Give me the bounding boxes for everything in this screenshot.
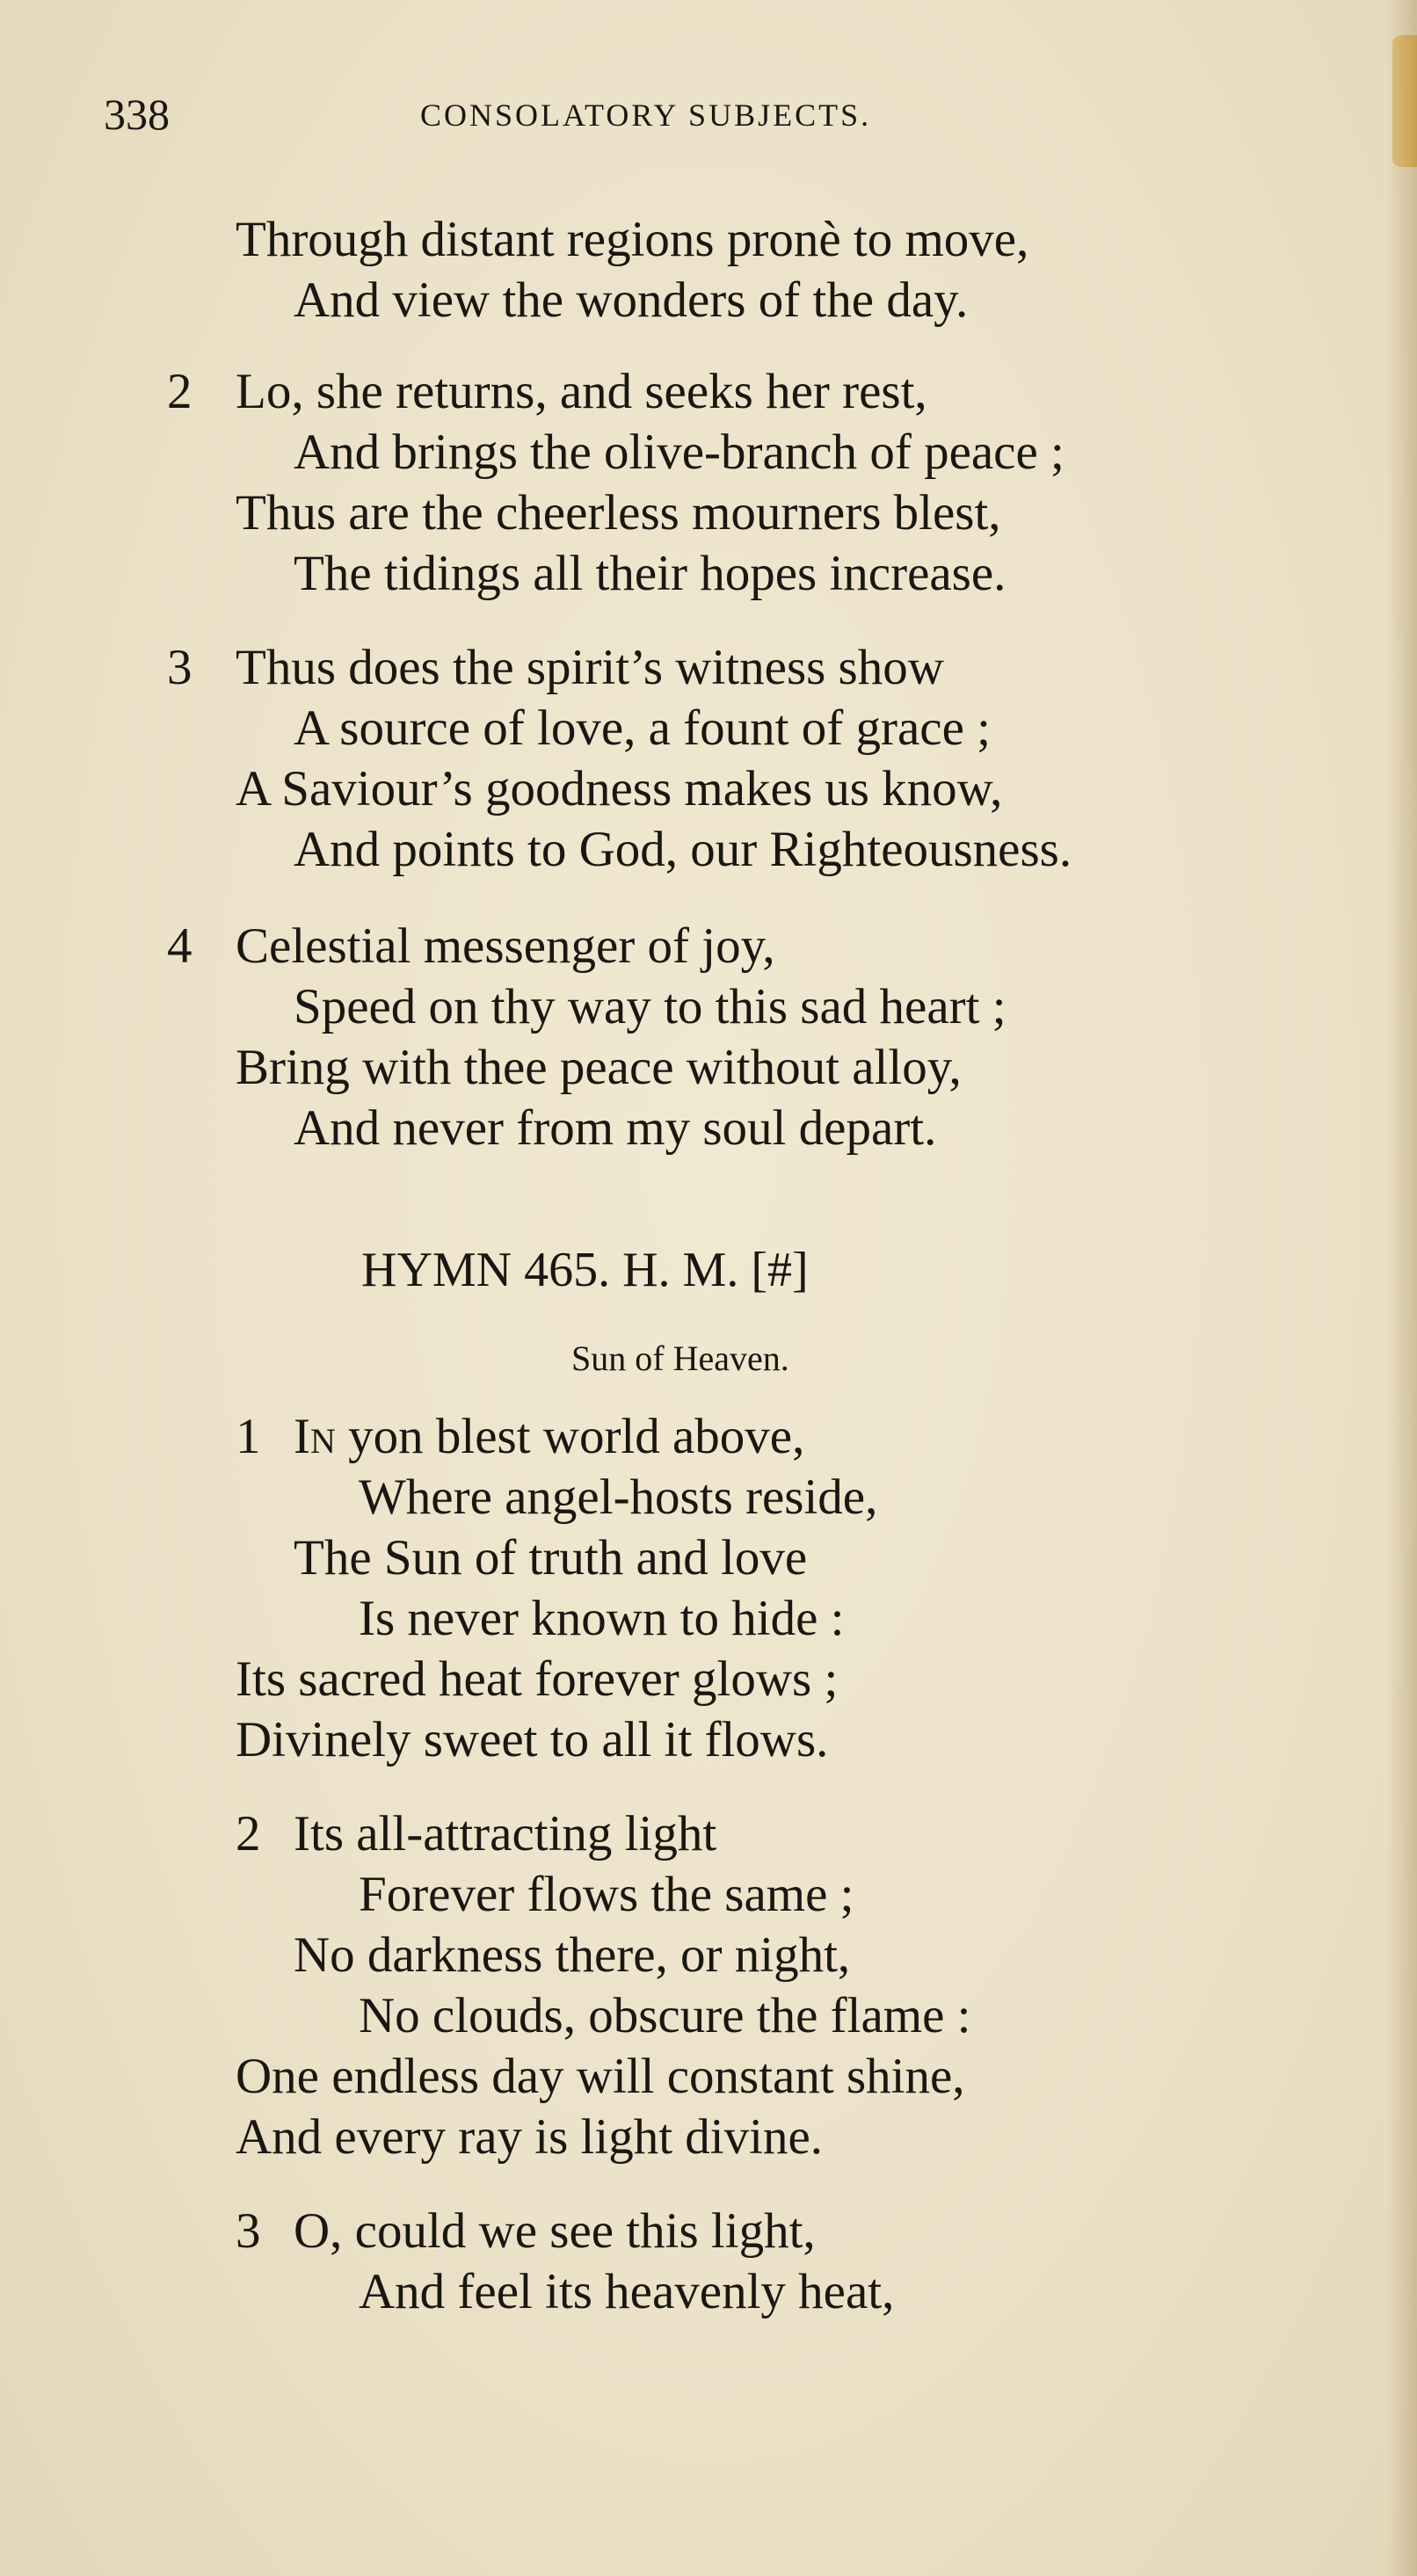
stanza-number: 2 bbox=[236, 1806, 261, 1861]
verse-line: Through distant regions pronè to move, bbox=[236, 212, 1029, 267]
verse-line: No clouds, obscure the flame : bbox=[359, 1988, 971, 2043]
verse-line: Divinely sweet to all it flows. bbox=[236, 1712, 829, 1767]
verse-line: Its sacred heat forever glows ; bbox=[236, 1651, 839, 1707]
hymn-title: HYMN 465. H. M. [#] bbox=[361, 1243, 809, 1297]
page-number: 338 bbox=[104, 90, 170, 139]
stanza-number: 1 bbox=[236, 1409, 261, 1464]
page-edge-shadow bbox=[1387, 0, 1417, 2576]
verse-line: A Saviour’s goodness makes us know, bbox=[236, 761, 1003, 816]
verse-line: The tidings all their hopes increase. bbox=[294, 546, 1006, 601]
running-head: CONSOLATORY SUBJECTS. bbox=[420, 98, 872, 133]
verse-line-first bbox=[294, 1406, 804, 1468]
hymn-subtitle: Sun of Heaven. bbox=[571, 1339, 789, 1378]
verse-line: Thus are the cheerless mourners blest, bbox=[236, 485, 1001, 541]
verse-line: No darkness there, or night, bbox=[294, 1927, 851, 1983]
first-line-rest: yon blest world above, bbox=[335, 1409, 805, 1464]
stanza-number: 2 bbox=[167, 364, 193, 419]
verse-line: Forever flows the same ; bbox=[359, 1867, 854, 1922]
verse-line: Is never known to hide : bbox=[359, 1591, 845, 1646]
verse-line: The Sun of truth and love bbox=[294, 1530, 808, 1586]
verse-line: One endless day will constant shine, bbox=[236, 2049, 965, 2104]
verse-line: And feel its heavenly heat, bbox=[359, 2264, 895, 2319]
verse-line: O, could we see this light, bbox=[294, 2203, 816, 2259]
stanza-number: 3 bbox=[167, 640, 193, 695]
verse-line: And view the wonders of the day. bbox=[294, 272, 969, 328]
verse-line: Bring with thee peace without alloy, bbox=[236, 1040, 962, 1095]
verse-line: Thus does the spirit’s witness show bbox=[236, 640, 944, 695]
verse-line: A source of love, a fount of grace ; bbox=[294, 700, 991, 756]
stanza-number: 4 bbox=[167, 918, 193, 974]
verse-line: And brings the olive-branch of peace ; bbox=[294, 424, 1065, 480]
page-header bbox=[0, 88, 1417, 141]
verse-line: And never from my soul depart. bbox=[294, 1100, 937, 1156]
stanza-number: 3 bbox=[236, 2203, 261, 2259]
verse-line: Its all-attracting light bbox=[294, 1806, 717, 1861]
verse-line: Lo, she returns, and seeks her rest, bbox=[236, 364, 927, 419]
verse-line: Speed on thy way to this sad heart ; bbox=[294, 979, 1006, 1034]
verse-line: Celestial messenger of joy, bbox=[236, 918, 775, 974]
verse-line: Where angel-hosts reside, bbox=[359, 1469, 878, 1525]
first-word-small-caps: In bbox=[294, 1409, 336, 1464]
verse-line: And points to God, our Righteousness. bbox=[294, 822, 1072, 877]
verse-line: And every ray is light divine. bbox=[236, 2109, 824, 2165]
